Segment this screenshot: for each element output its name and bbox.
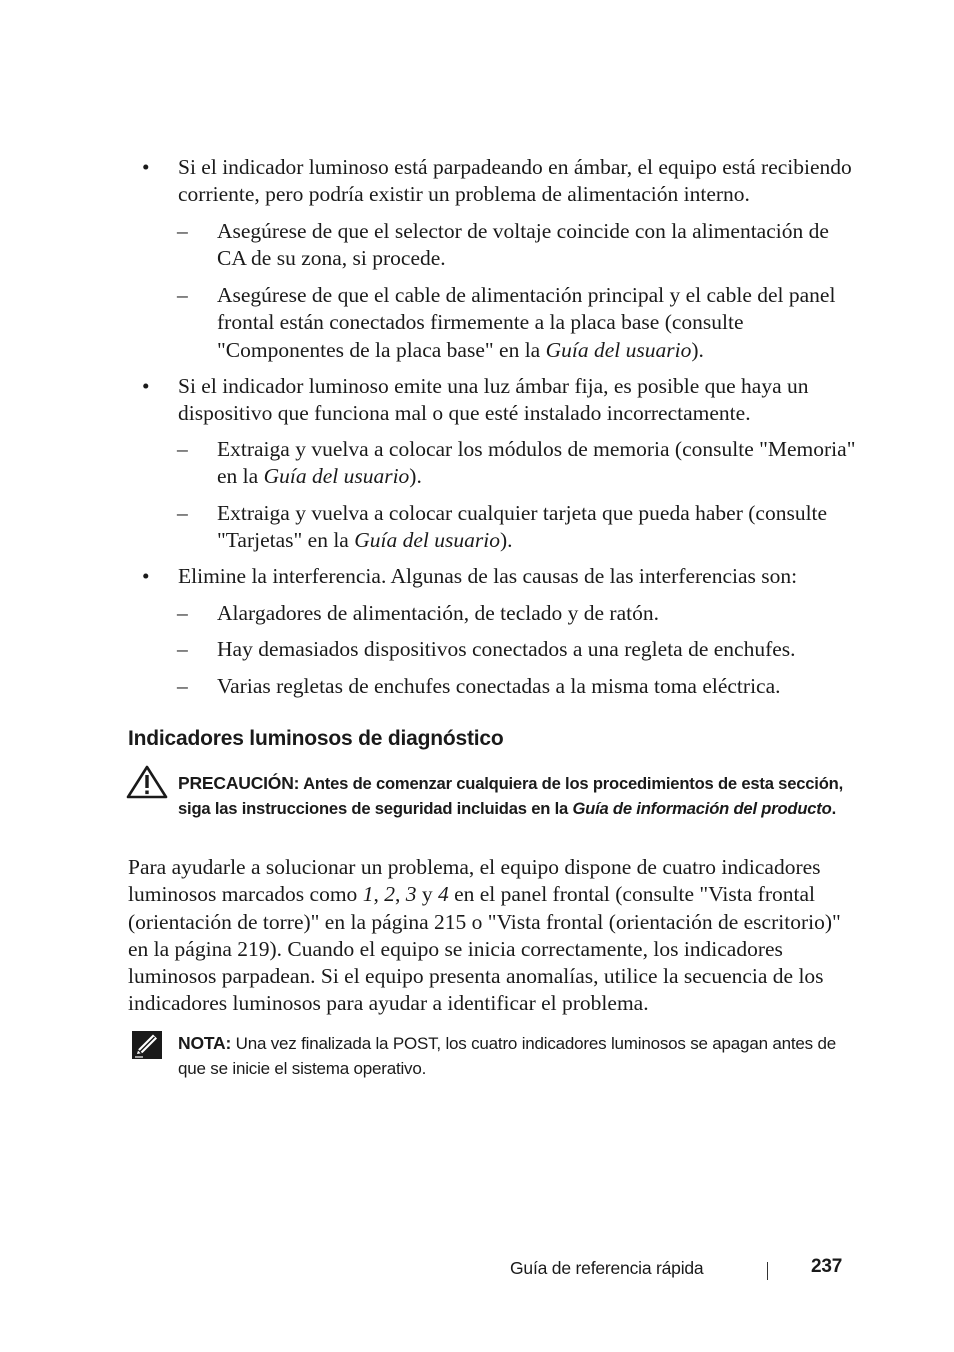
bullet-text: Elimine la interferencia. Algunas de las causas de las interferencias son: xyxy=(178,564,798,588)
paragraph-sep: , xyxy=(373,882,385,907)
sub-item xyxy=(177,436,857,491)
sub-item xyxy=(177,500,857,555)
indicator-number: 4 xyxy=(437,882,449,907)
sub-item-text-end: ). xyxy=(499,528,513,553)
sub-item-text-end: ). xyxy=(691,337,704,362)
body-paragraph xyxy=(128,854,858,1018)
bullet-item xyxy=(142,154,858,209)
dash-mark: – xyxy=(177,674,188,698)
dash-mark: – xyxy=(177,637,188,661)
sub-item xyxy=(177,636,857,663)
bullet-mark: • xyxy=(142,155,150,179)
dash-mark: – xyxy=(177,501,188,525)
sub-item-text: Varias regletas de enchufes conectadas a la misma toma eléctrica. xyxy=(217,674,781,698)
sub-item xyxy=(177,600,857,627)
note-pencil-icon xyxy=(131,1030,163,1060)
sub-item xyxy=(177,282,857,364)
sub-item-text: Asegúrese de que el cable de alimentación principal y el cable del panel frontal están conectados firmemente a la placa base (consulte "Componentes de la placa base" en la xyxy=(217,283,836,362)
sub-item-text-end: ). xyxy=(409,464,422,489)
caution-text: Antes de comenzar cualquiera de los procedimientos de esta sección, siga las instrucciones de seguridad incluidas en la xyxy=(178,774,843,818)
sub-item-italic: Guía del usuario xyxy=(354,528,500,553)
sub-item-text: Extraiga y vuelva a colocar los módulos de memoria (consulte "Memoria" en la xyxy=(217,437,856,489)
bullet-mark: • xyxy=(142,564,150,588)
paragraph-text-end: en el panel frontal (consulte "Vista frontal (orientación de torre)" en la página 215 o "Vista frontal (orientación de escritorio)" en la página 219). Cuando el equipo se inicia correctamente, los indicadores luminosos parpadean. Si el equipo presenta anomalías, utilice la secuencia de los indicadores luminosos para ayudar a identificar el problema. xyxy=(128,882,841,1016)
footer-divider xyxy=(767,1262,768,1280)
indicator-number: 1 xyxy=(362,882,374,907)
indicator-number: 2 xyxy=(384,882,395,907)
dash-mark: – xyxy=(177,437,188,461)
bullet-text: Si el indicador luminoso emite una luz ámbar fija, es posible que haya un dispositivo que funciona mal o que esté instalado incorrectamente. xyxy=(178,374,809,426)
sub-item-text: Alargadores de alimentación, de teclado y de ratón. xyxy=(217,601,659,625)
caution-italic: Guía de información del producto xyxy=(572,798,832,818)
sub-item-italic: Guía del usuario xyxy=(545,337,692,362)
dash-mark: – xyxy=(177,283,188,307)
caution-block xyxy=(178,771,858,821)
sub-item-text: Extraiga y vuelva a colocar cualquier tarjeta que pueda haber (consulte "Tarjetas" en la xyxy=(217,501,828,553)
footer-title: Guía de referencia rápida xyxy=(510,1258,704,1278)
bullet-item xyxy=(142,563,858,590)
note-block xyxy=(178,1031,858,1081)
paragraph-sep: y xyxy=(416,882,438,907)
bullet-text: Si el indicador luminoso está parpadeando en ámbar, el equipo está recibiendo corriente, pero podría existir un problema de alimentación interno. xyxy=(178,155,852,207)
note-label: NOTA: xyxy=(178,1033,232,1053)
section-heading: Indicadores luminosos de diagnóstico xyxy=(128,727,504,750)
warning-triangle-icon xyxy=(126,765,168,799)
caution-label: PRECAUCIÓN: xyxy=(178,773,300,793)
sub-item-italic: Guía del usuario xyxy=(263,464,410,489)
sub-item-text: Asegúrese de que el selector de voltaje coincide con la alimentación de CA de su zona, si procede. xyxy=(217,219,829,271)
caution-text-end: . xyxy=(831,798,836,818)
sub-item xyxy=(177,673,857,700)
dash-mark: – xyxy=(177,219,188,243)
page-number: 237 xyxy=(811,1256,843,1277)
bullet-item xyxy=(142,373,858,428)
paragraph-sep: , xyxy=(394,882,406,907)
sub-item-text: Hay demasiados dispositivos conectados a una regleta de enchufes. xyxy=(217,637,796,661)
bullet-mark: • xyxy=(142,374,150,398)
note-text: Una vez finalizada la POST, los cuatro indicadores luminosos se apagan antes de que se inicie el sistema operativo. xyxy=(178,1034,836,1078)
indicator-number: 3 xyxy=(405,882,417,907)
paragraph-text: Para ayudarle a solucionar un problema, el equipo dispone de cuatro indicadores luminosos marcados como xyxy=(128,855,821,907)
sub-item xyxy=(177,218,857,273)
dash-mark: – xyxy=(177,601,188,625)
